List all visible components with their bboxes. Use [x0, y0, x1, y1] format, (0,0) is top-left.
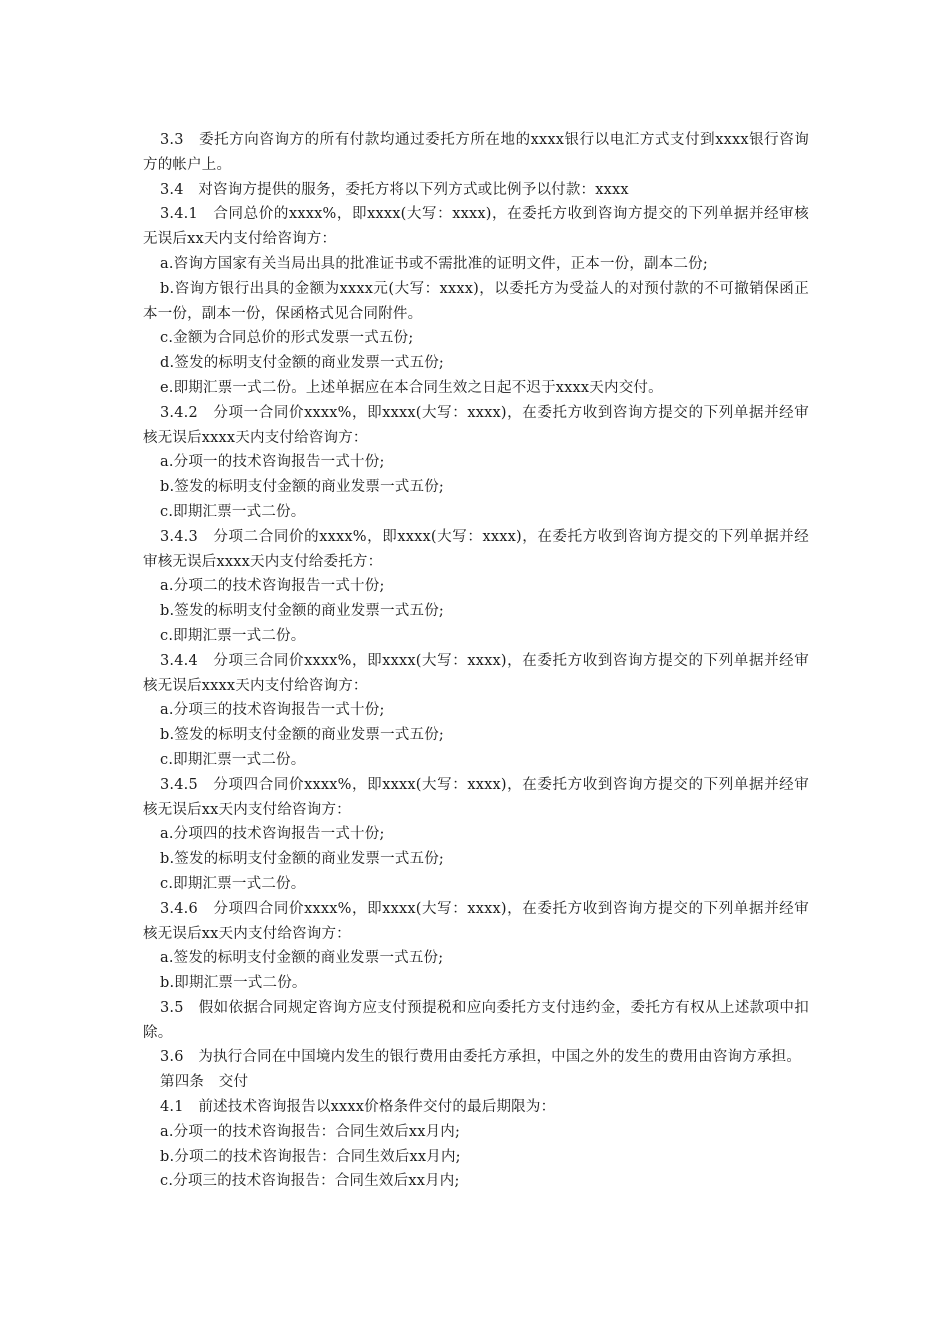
list-item: c.分项三的技术咨询报告：合同生效后xx月内; — [160, 1173, 460, 1190]
list-item: b.即期汇票一式二份。 — [160, 975, 307, 992]
list-item: c.即期汇票一式二份。 — [160, 627, 306, 644]
list-item: c.即期汇票一式二份。 — [160, 503, 306, 520]
paragraph-3-4-2: 3.4.2 分项一合同价xxxx%，即xxxx(大写：xxxx)，在委托方收到咨询方提交的下列单据并经审核无误后xxxx天内支付给咨询方： — [143, 404, 809, 446]
list-item: a.分项一的技术咨询报告：合同生效后xx月内; — [160, 1123, 461, 1140]
list-item: e.即期汇票一式二份。上述单据应在本合同生效之日起不迟于xxxx天内交付。 — [160, 379, 663, 396]
list-item: b.分项二的技术咨询报告：合同生效后xx月内; — [160, 1148, 461, 1165]
list-item: b.签发的标明支付金额的商业发票一式五份; — [160, 851, 444, 868]
paragraph-3-4: 3.4 对咨询方提供的服务，委托方将以下列方式或比例予以付款：xxxx — [160, 181, 629, 198]
list-item: c.即期汇票一式二份。 — [160, 751, 306, 768]
list-item: b.签发的标明支付金额的商业发票一式五份; — [160, 479, 444, 496]
list-item: a.分项一的技术咨询报告一式十份; — [160, 454, 385, 471]
paragraph-3-5: 3.5 假如依据合同规定咨询方应支付预提税和应向委托方支付违约金，委托方有权从上述款项中扣除。 — [143, 999, 809, 1041]
list-item: a.签发的标明支付金额的商业发票一式五份; — [160, 950, 444, 967]
section-heading: 第四条 交付 — [160, 1074, 249, 1091]
paragraph-3-4-5: 3.4.5 分项四合同价xxxx%，即xxxx(大写：xxxx)，在委托方收到咨询方提交的下列单据并经审核无误后xx天内支付给咨询方： — [143, 776, 809, 818]
list-item: a.分项三的技术咨询报告一式十份; — [160, 702, 385, 719]
paragraph-3-4-4: 3.4.4 分项三合同价xxxx%，即xxxx(大写：xxxx)，在委托方收到咨询方提交的下列单据并经审核无误后xxxx天内支付给咨询方： — [143, 652, 809, 694]
paragraph-3-6: 3.6 为执行合同在中国境内发生的银行费用由委托方承担，中国之外的发生的费用由咨询方承担。 — [160, 1049, 802, 1066]
list-item: b.签发的标明支付金额的商业发票一式五份; — [160, 727, 444, 744]
list-item: c.金额为合同总价的形式发票一式五份; — [160, 330, 414, 347]
paragraph-4-1: 4.1 前述技术咨询报告以xxxx价格条件交付的最后期限为： — [160, 1099, 556, 1116]
list-item: a.分项四的技术咨询报告一式十份; — [160, 826, 385, 843]
paragraph-3-4-3: 3.4.3 分项二合同价的xxxx%，即xxxx(大写：xxxx)，在委托方收到咨询方提交的下列单据并经审核无误后xxxx天内支付给委托方： — [143, 528, 809, 570]
list-item: b.签发的标明支付金额的商业发票一式五份; — [160, 603, 444, 620]
list-item: d.签发的标明支付金额的商业发票一式五份; — [160, 355, 444, 372]
paragraph-3-4-1: 3.4.1 合同总价的xxxx%，即xxxx(大写：xxxx)，在委托方收到咨询方提交的下列单据并经审核无误后xx天内支付给咨询方： — [143, 206, 809, 248]
list-item: a.咨询方国家有关当局出具的批准证书或不需批准的证明文件，正本一份，副本二份; — [160, 255, 708, 272]
list-item: a.分项二的技术咨询报告一式十份; — [160, 578, 385, 595]
list-item: b.咨询方银行出具的金额为xxxx元(大写：xxxx)，以委托方为受益人的对预付款的不可撤销保函正本一份，副本一份，保函格式见合同附件。 — [143, 280, 809, 322]
list-item: c.即期汇票一式二份。 — [160, 875, 306, 892]
paragraph-3-3: 3.3 委托方向咨询方的所有付款均通过委托方所在地的xxxx银行以电汇方式支付到xxxx银行咨询方的帐户上。 — [143, 132, 809, 173]
document-body — [143, 128, 809, 1194]
paragraph-3-4-6: 3.4.6 分项四合同价xxxx%，即xxxx(大写：xxxx)，在委托方收到咨询方提交的下列单据并经审核无误后xx天内支付给咨询方： — [143, 900, 809, 942]
